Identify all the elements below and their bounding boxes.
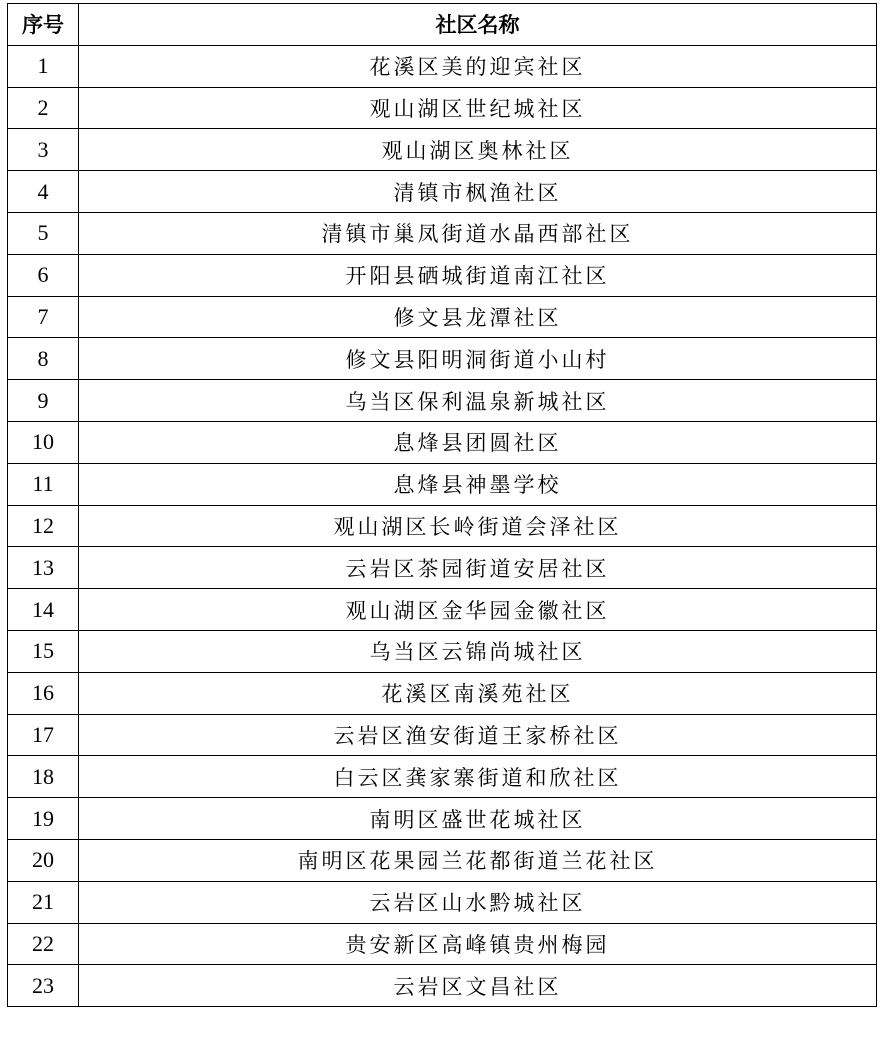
row-community-name: 开阳县硒城街道南江社区: [79, 254, 877, 296]
row-serial-number: 2: [8, 87, 79, 129]
row-community-name: 南明区盛世花城社区: [79, 798, 877, 840]
row-community-name: 观山湖区奥林社区: [79, 129, 877, 171]
row-community-name: 观山湖区金华园金徽社区: [79, 589, 877, 631]
row-serial-number: 10: [8, 421, 79, 463]
table-row: [8, 714, 877, 756]
row-serial-number: 5: [8, 212, 79, 254]
row-serial-number: 3: [8, 129, 79, 171]
row-serial-number: 12: [8, 505, 79, 547]
table-row: [8, 589, 877, 631]
row-serial-number: 13: [8, 547, 79, 589]
row-serial-number: 21: [8, 881, 79, 923]
community-table: [7, 3, 877, 1007]
row-community-name: 花溪区南溪苑社区: [79, 672, 877, 714]
row-community-name: 贵安新区高峰镇贵州梅园: [79, 923, 877, 965]
table-row: [8, 672, 877, 714]
table-row: [8, 798, 877, 840]
header-serial-number: 序号: [8, 4, 79, 46]
table-row: [8, 923, 877, 965]
row-serial-number: 9: [8, 380, 79, 422]
table-row: [8, 296, 877, 338]
table-row: [8, 965, 877, 1007]
row-community-name: 清镇市巢凤街道水晶西部社区: [79, 212, 877, 254]
table-row: [8, 87, 877, 129]
row-community-name: 修文县阳明洞街道小山村: [79, 338, 877, 380]
table-row: [8, 129, 877, 171]
row-serial-number: 17: [8, 714, 79, 756]
table-body: [8, 45, 877, 1006]
table-row: [8, 338, 877, 380]
row-community-name: 云岩区茶园街道安居社区: [79, 547, 877, 589]
header-community-name: 社区名称: [79, 4, 877, 46]
row-community-name: 乌当区保利温泉新城社区: [79, 380, 877, 422]
table-row: [8, 45, 877, 87]
row-serial-number: 8: [8, 338, 79, 380]
row-serial-number: 19: [8, 798, 79, 840]
table-row: [8, 505, 877, 547]
row-community-name: 息烽县神墨学校: [79, 463, 877, 505]
row-community-name: 观山湖区长岭街道会泽社区: [79, 505, 877, 547]
row-community-name: 清镇市枫渔社区: [79, 171, 877, 213]
row-serial-number: 7: [8, 296, 79, 338]
table-header-row: [8, 4, 877, 46]
row-community-name: 云岩区文昌社区: [79, 965, 877, 1007]
table-row: [8, 254, 877, 296]
table-row: [8, 171, 877, 213]
table-row: [8, 839, 877, 881]
row-community-name: 南明区花果园兰花都街道兰花社区: [79, 839, 877, 881]
table-row: [8, 380, 877, 422]
table-row: [8, 421, 877, 463]
row-serial-number: 18: [8, 756, 79, 798]
row-community-name: 白云区龚家寨街道和欣社区: [79, 756, 877, 798]
table-row: [8, 630, 877, 672]
row-serial-number: 23: [8, 965, 79, 1007]
row-community-name: 云岩区山水黔城社区: [79, 881, 877, 923]
row-serial-number: 6: [8, 254, 79, 296]
row-community-name: 云岩区渔安街道王家桥社区: [79, 714, 877, 756]
row-community-name: 息烽县团圆社区: [79, 421, 877, 463]
row-community-name: 乌当区云锦尚城社区: [79, 630, 877, 672]
row-serial-number: 4: [8, 171, 79, 213]
row-serial-number: 14: [8, 589, 79, 631]
row-serial-number: 15: [8, 630, 79, 672]
row-serial-number: 1: [8, 45, 79, 87]
row-community-name: 观山湖区世纪城社区: [79, 87, 877, 129]
table-row: [8, 881, 877, 923]
row-serial-number: 11: [8, 463, 79, 505]
table-row: [8, 463, 877, 505]
row-community-name: 修文县龙潭社区: [79, 296, 877, 338]
table-row: [8, 547, 877, 589]
table-row: [8, 212, 877, 254]
table-row: [8, 756, 877, 798]
row-community-name: 花溪区美的迎宾社区: [79, 45, 877, 87]
row-serial-number: 20: [8, 839, 79, 881]
row-serial-number: 22: [8, 923, 79, 965]
row-serial-number: 16: [8, 672, 79, 714]
